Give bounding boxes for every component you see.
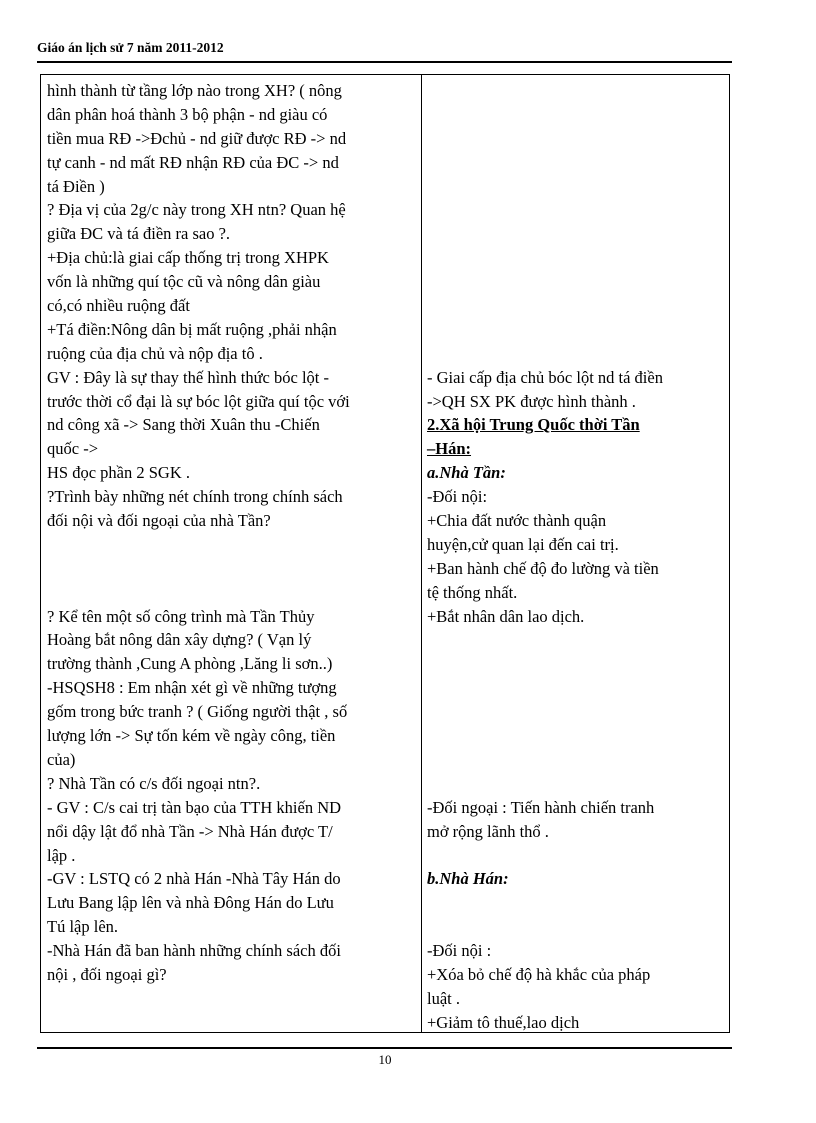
text-line: -Nhà Hán đã ban hành những chính sách đối bbox=[47, 941, 341, 961]
text-line: ? Địa vị của 2g/c này trong XH ntn? Quan hệ bbox=[47, 200, 346, 220]
text-line: luật . bbox=[427, 988, 460, 1008]
text-line: +Xóa bỏ chế độ hà khắc của pháp bbox=[427, 964, 651, 984]
text-line: của) bbox=[47, 749, 76, 769]
subsection-heading: b.Nhà Hán: bbox=[427, 869, 509, 889]
text-line: nổi dậy lật đổ nhà Tần -> Nhà Hán được T/ bbox=[47, 821, 333, 841]
text-line: - Giai cấp địa chủ bóc lột nd tá điền bbox=[427, 367, 663, 387]
right-column bbox=[427, 79, 725, 1035]
text-line: +Giảm tô thuế,lao dịch bbox=[427, 1012, 580, 1032]
lesson-table bbox=[40, 74, 730, 1033]
text-line: -HSQSH8 : Em nhận xét gì về những tượng bbox=[47, 678, 337, 698]
document-header-title: Giáo án lịch sử 7 năm 2011-2012 bbox=[37, 40, 224, 55]
text-line: ? Kể tên một số công trình mà Tần Thủy bbox=[47, 606, 315, 626]
column-divider bbox=[421, 75, 422, 1032]
text-line: giữa ĐC và tá điền ra sao ?. bbox=[47, 224, 231, 244]
blank-line bbox=[47, 533, 415, 557]
text-line: tệ thống nhất. bbox=[427, 582, 518, 602]
text-line: Hoàng bắt nông dân xây dựng? ( Vạn lý bbox=[47, 630, 312, 650]
text-line: -GV : LSTQ có 2 nhà Hán -Nhà Tây Hán do bbox=[47, 869, 341, 889]
text-line: nội , đối ngoại gì? bbox=[47, 964, 167, 984]
text-line: -Đối nội: bbox=[427, 487, 488, 507]
text-line: +Chia đất nước thành quận bbox=[427, 511, 607, 531]
text-line: Tú lập lên. bbox=[47, 917, 119, 937]
text-line: có,có nhiều ruộng đất bbox=[47, 296, 190, 316]
text-line: nd công xã -> Sang thời Xuân thu -Chiến bbox=[47, 415, 320, 435]
footer-rule bbox=[37, 1047, 732, 1049]
text-line: HS đọc phần 2 SGK . bbox=[47, 463, 190, 483]
text-line: trường thành ,Cung A phòng ,Lăng li sơn..) bbox=[47, 654, 333, 674]
text-line: -Đối nội : bbox=[427, 941, 492, 961]
text-line: đối nội và đối ngoại của nhà Tần? bbox=[47, 511, 271, 531]
text-line: tiền mua RĐ ->Đchủ - nd giữ được RĐ -> nd bbox=[47, 128, 347, 148]
text-line: gốm trong bức tranh ? ( Giống người thật , số bbox=[47, 702, 348, 722]
text-line: hình thành từ tầng lớp nào trong XH? ( nông bbox=[47, 81, 342, 100]
text-line: ->QH SX PK được hình thành . bbox=[427, 391, 636, 411]
text-line: mở rộng lãnh thổ . bbox=[427, 821, 549, 841]
blank-line bbox=[47, 581, 415, 605]
text-line: +Địa chủ:là giai cấp thống trị trong XHPK bbox=[47, 248, 329, 268]
text-line: tự canh - nd mất RĐ nhận RĐ của ĐC -> nd bbox=[47, 152, 339, 172]
text-line: ? Nhà Tần có c/s đối ngoại ntn?. bbox=[47, 773, 261, 793]
blank-line bbox=[47, 557, 415, 581]
text-line: quốc -> bbox=[47, 439, 98, 459]
text-line: +Ban hành chế độ đo lường và tiền bbox=[427, 558, 659, 578]
section-heading: –Hán: bbox=[427, 439, 472, 459]
text-line: -Đối ngoại : Tiến hành chiến tranh bbox=[427, 797, 655, 817]
text-line: ruộng của địa chủ và nộp địa tô . bbox=[47, 343, 263, 363]
text-line: lập . bbox=[47, 845, 76, 865]
text-line: +Tá điền:Nông dân bị mất ruộng ,phải nhận bbox=[47, 319, 337, 339]
header-rule bbox=[37, 61, 732, 63]
text-line: ?Trình bày những nét chính trong chính sách bbox=[47, 487, 343, 507]
text-line: Lưu Bang lập lên và nhà Đông Hán do Lưu bbox=[47, 893, 334, 913]
text-line: lượng lớn -> Sự tốn kém về ngày công, tiền bbox=[47, 726, 336, 746]
text-line: - GV : C/s cai trị tàn bạo của TTH khiến ND bbox=[47, 797, 342, 817]
text-line: huyện,cử quan lại đến cai trị. bbox=[427, 534, 619, 554]
page-number: 10 bbox=[378, 1052, 392, 1067]
section-heading: 2.Xã hội Trung Quốc thời Tần bbox=[427, 415, 640, 435]
left-column bbox=[47, 79, 415, 987]
text-line: dân phân hoá thành 3 bộ phận - nd giàu có bbox=[47, 104, 328, 124]
text-line: vốn là những quí tộc cũ và nông dân giàu bbox=[47, 272, 321, 292]
text-line: GV : Đây là sự thay thế hình thức bóc lột - bbox=[47, 367, 329, 387]
text-line: tá Điền ) bbox=[47, 176, 105, 196]
subsection-heading: a.Nhà Tần: bbox=[427, 463, 506, 483]
text-line: trước thời cổ đại là sự bóc lột giữa quí tộc với bbox=[47, 391, 350, 411]
text-line: +Bắt nhân dân lao dịch. bbox=[427, 606, 585, 626]
